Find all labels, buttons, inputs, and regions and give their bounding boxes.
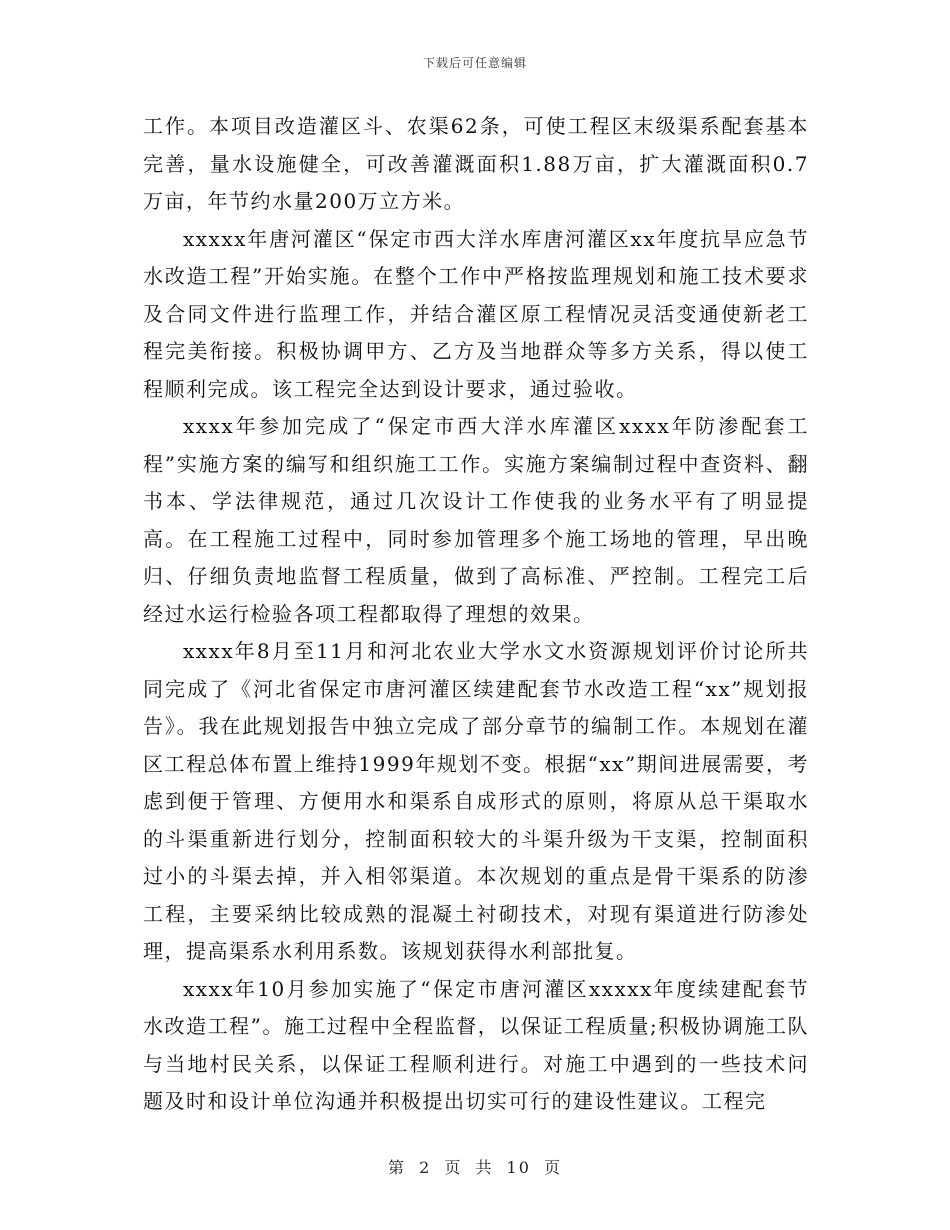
document-body: [143, 108, 809, 1121]
paragraph-2: xxxxx年唐河灌区“保定市西大洋水库唐河灌区xx年度抗旱应急节水改造工程”开始实施。在整个工作中严格按监理规划和施工技术要求及合同文件进行监理工作，并结合灌区原工程情况灵活变通使新老工程完美衔接。积极协调甲方、乙方及当地群众等多方关系，得以使工程顺利完成。该工程完全达到设计要求，通过验收。: [143, 226, 809, 401]
paragraph-5: xxxx年10月参加实施了“保定市唐河灌区xxxxx年度续建配套节水改造工程”。施工过程中全程监督，以保证工程质量;积极协调施工队与当地村民关系，以保证工程顺利进行。对施工中遇到的一些技术问题及时和设计单位沟通并积极提出切实可行的建设性建议。工程完: [143, 976, 809, 1113]
page-number-footer: 第 2 页 共 10 页: [388, 1158, 562, 1177]
paragraph-3: xxxx年参加完成了“保定市西大洋水库灌区xxxx年防渗配套工程”实施方案的编写和组织施工工作。实施方案编制过程中查资料、翻书本、学法律规范，通过几次设计工作使我的业务水平有了明显提高。在工程施工过程中，同时参加管理多个施工场地的管理，早出晚归、仔细负责地监督工程质量，做到了高标准、严控制。工程完工后经过水运行检验各项工程都取得了理想的效果。: [143, 414, 809, 626]
page-header: 下载后可任意编辑: [422, 56, 527, 70]
paragraph-1: 工作。本项目改造灌区斗、农渠62条，可使工程区末级渠系配套基本完善，量水设施健全，可改善灌溉面积1.88万亩，扩大灌溉面积0.7万亩，年节约水量200万立方米。: [143, 114, 809, 213]
paragraph-4: xxxx年8月至11月和河北农业大学水文水资源规划评价讨论所共同完成了《河北省保定市唐河灌区续建配套节水改造工程“xx”规划报告》。我在此规划报告中独立完成了部分章节的编制工作。本规划在灌区工程总体布置上维持1999年规划不变。根据“xx”期间进展需要，考虑到便于管理、方便用水和渠系自成形式的原则，将原从总干渠取水的斗渠重新进行划分，控制面积较大的斗渠升级为干支渠，控制面积过小的斗渠去掉，并入相邻渠道。本次规划的重点是骨干渠系的防渗工程，主要采纳比较成熟的混凝土衬砌技术，对现有渠道进行防渗处理，提高渠系水利用系数。该规划获得水利部批复。: [143, 639, 809, 963]
